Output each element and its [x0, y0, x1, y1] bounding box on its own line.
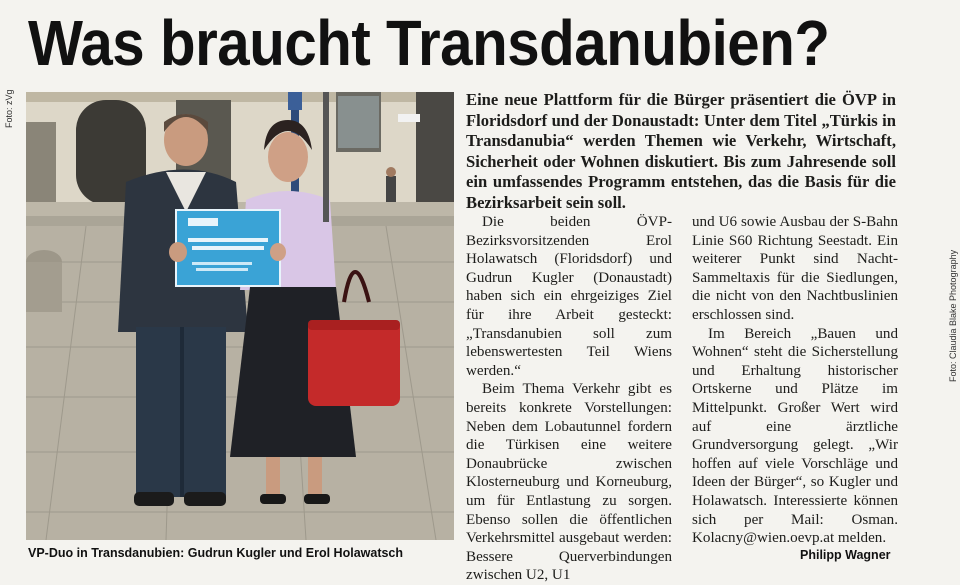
body-paragraph: Beim Thema Verkehr gibt es bereits konkrete Vorstellungen: Neben dem Lobautunnel fordern die Türkisen eine weitere Donaubrücke zwischen Klosterneuburg und Korneuburg, um für Entlastung zu sorgen. Ebenso sollen die öffentlichen Verkehrsmittel ausgebaut werden: Bessere Querverbindungen zwischen U2, U1	[466, 381, 672, 584]
photo-credit-right: Foto: Claudia Blake Photography	[948, 249, 958, 382]
body-paragraph: und U6 sowie Ausbau der S-Bahn Linie S60 Richtung Seestadt. Ein weiterer Punkt sind Nacht-Sammeltaxis für die Siedlungen, die nicht von den Nachtbuslinien erschlossen sind.	[692, 214, 898, 323]
body-paragraph: Im Bereich „Bauen und Wohnen“ steht die Sicherstellung und Erhaltung historischer Ortskerne und Plätze im Mittelpunkt. Großer Wert wird auf eine ärztliche Grundversorgung gelegt. „Wir hoffen auf viele Vorschläge und Ideen der Bürger“, so Kugler und Holawatsch. Interessierte können sich per Mail: Osman. Kolacny@wien.oevp.at melden.	[692, 325, 898, 547]
photo-caption: VP-Duo in Transdanubien: Gudrun Kugler und Erol Holawatsch	[28, 546, 404, 560]
body-column-1	[466, 213, 672, 585]
article-author: Philipp Wagner	[800, 548, 891, 562]
body-column-2	[692, 213, 898, 548]
article-photo	[26, 92, 454, 540]
article-headline: Was braucht Transdanubien?	[28, 7, 830, 79]
article-lead: Eine neue Plattform für die Bürger präsentiert die ÖVP in Floridsdorf und der Donaustadt: Unter dem Titel „Türkis in Transdanubia“ werden Themen wie Verkehr, Wirtschaft, Sicherheit oder Wohnen diskutiert. Bis zum Jahresende soll ein umfassendes Programm entstehen, das die Basis für die Bezirksarbeit sein soll.	[466, 90, 896, 212]
photo-credit-left: Foto: zVg	[4, 89, 14, 128]
body-paragraph: Die beiden ÖVP-Bezirksvorsitzenden Erol Holawatsch (Floridsdorf) und Gudrun Kugler (Donaustadt) haben sich ein ehrgeiziges Ziel für ihre Arbeit gesteckt: „Transdanubien soll zum lebenswertesten Teil Wiens werden.“	[466, 214, 672, 379]
